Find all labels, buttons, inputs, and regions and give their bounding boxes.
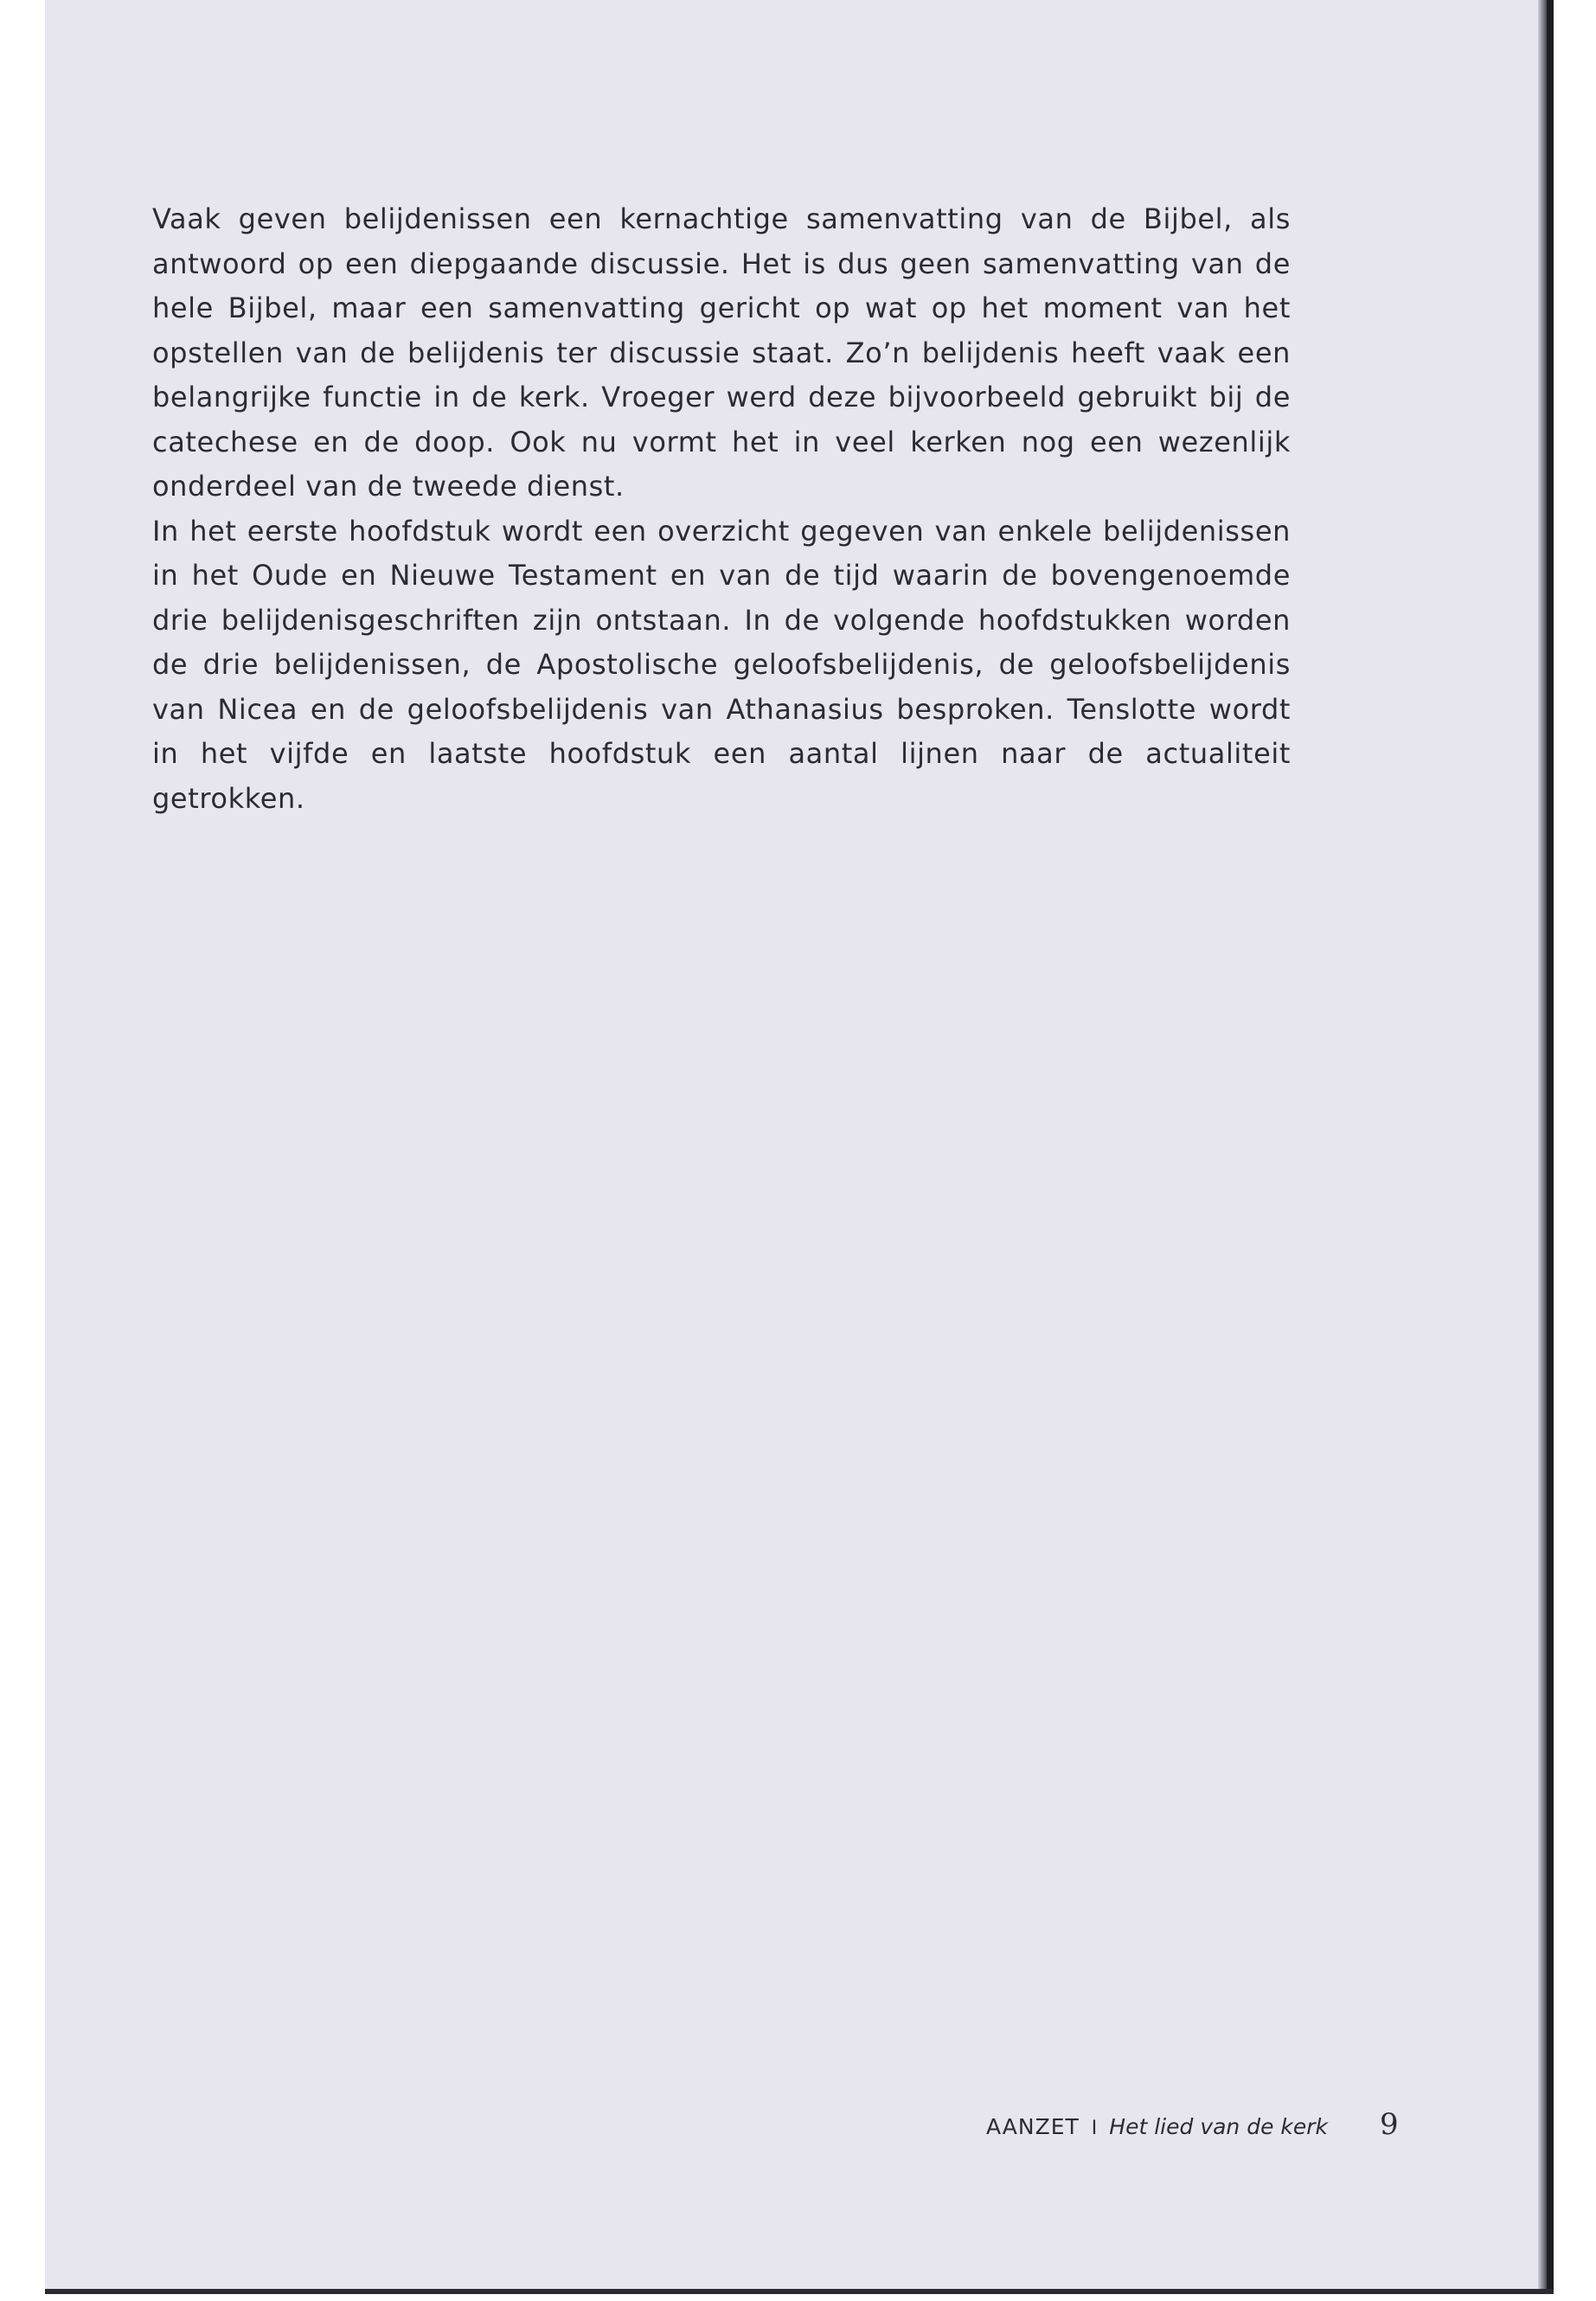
paragraph-1: Vaak geven belijdenissen een kernachtige samenvatting van de Bijbel, als antwoord op een diepgaande discussie. Het is dus geen samenvatting van de hele Bijbel, maar een samenvatting gericht op wat op het moment van het opstellen van de belijdenis ter discussie staat. Zo’n belijdenis heeft vaak een belangrijke functie in de kerk. Vroeger werd deze bijvoorbeeld gebruikt bij de catechese en de doop. Ook nu vormt het in veel kerken nog een wezenlijk onderdeel van de tweede dienst.	[152, 202, 1291, 503]
footer-book-title: Het lied van de kerk	[1109, 2114, 1329, 2139]
footer-separator: I	[1091, 2118, 1098, 2139]
page-bottom-edge	[45, 2289, 1554, 2294]
running-footer	[986, 2114, 1401, 2139]
paragraph-2: In het eerste hoofdstuk wordt een overzicht gegeven van enkele belijdenissen in het Oude en Nieuwe Testament en van de tijd waarin de bovengenoemde drie belijdenisgeschriften zijn ontstaan. In de volgende hoofdstukken worden de drie belijdenissen, de Apostolische geloofsbelijdenis, de geloofsbelijdenis van Nicea en de geloofsbelijdenis van Athanasius besproken. Tenslotte wordt in het vijfde en laatste hoofdstuk een aantal lijnen naar de actualiteit getrokken.	[152, 514, 1291, 815]
page-number: 9	[1380, 2107, 1399, 2142]
page-edge-shadow	[1547, 0, 1554, 2291]
footer-section: AANZET	[986, 2114, 1080, 2139]
page-spine	[1538, 0, 1547, 2291]
body-text	[152, 197, 1291, 821]
